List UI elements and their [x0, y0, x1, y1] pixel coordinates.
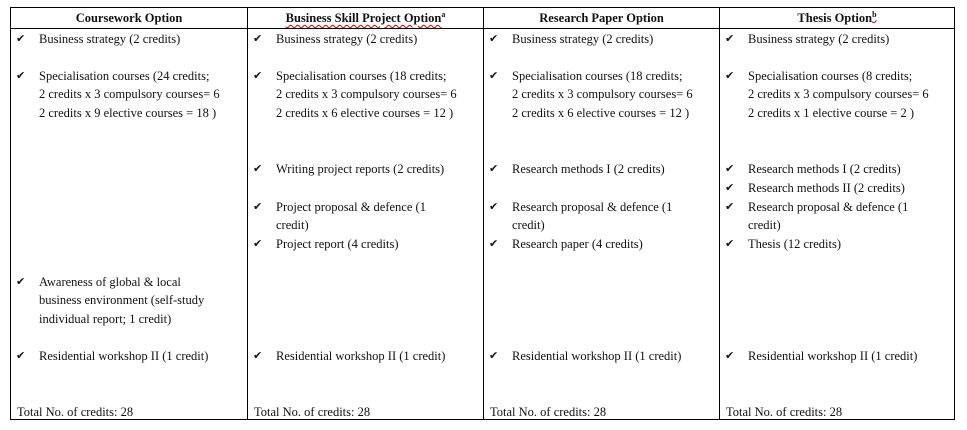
item-text: Residential workshop II (1 credit) — [276, 349, 446, 363]
check-mark-icon: ✔ — [253, 349, 263, 362]
check-mark-icon: ✔ — [16, 69, 26, 82]
check-mark-icon: ✔ — [489, 162, 499, 175]
list-item — [720, 160, 950, 178]
check-mark-icon: ✔ — [489, 349, 499, 362]
list-item — [248, 347, 479, 365]
footnote-marker: a — [441, 9, 446, 19]
item-text: Specialisation courses (18 credits; 2 credits x 3 compulsory courses= 6 2 credits x 6 elective courses = 12 ) — [276, 69, 457, 120]
check-mark-icon: ✔ — [489, 237, 499, 250]
item-text: Research paper (4 credits) — [512, 237, 643, 251]
total-credits: Total No. of credits: 28 — [490, 405, 607, 419]
item-text: Business strategy (2 credits) — [748, 32, 890, 46]
list-item — [720, 198, 950, 235]
list-item — [720, 179, 950, 197]
item-text: Business strategy (2 credits) — [276, 32, 418, 46]
total-credits: Total No. of credits: 28 — [254, 405, 371, 419]
list-item — [484, 160, 715, 178]
total-credits: Total No. of credits: 28 — [726, 405, 843, 419]
check-mark-icon: ✔ — [16, 349, 26, 362]
check-mark-icon: ✔ — [489, 69, 499, 82]
item-text: Research proposal & defence (1 credit) — [748, 200, 909, 233]
list-item — [484, 235, 715, 253]
column-header-label: Research Paper Option — [539, 11, 664, 25]
list-item — [720, 235, 950, 253]
check-mark-icon: ✔ — [725, 200, 735, 213]
check-mark-icon: ✔ — [253, 32, 263, 45]
item-text: Residential workshop II (1 credit) — [748, 349, 918, 363]
check-mark-icon: ✔ — [725, 349, 735, 362]
check-mark-icon: ✔ — [16, 32, 26, 45]
column-header — [720, 8, 954, 29]
column-thesis — [719, 8, 954, 419]
list-item — [720, 30, 950, 48]
list-item — [248, 198, 479, 235]
check-mark-icon: ✔ — [725, 237, 735, 250]
item-text: Residential workshop II (1 credit) — [39, 349, 209, 363]
item-text: Specialisation courses (24 credits; 2 credits x 3 compulsory courses= 6 2 credits x 9 elective courses = 18 ) — [39, 69, 220, 120]
item-text: Awareness of global & local business environment (self-study individual report; 1 credit) — [39, 275, 205, 326]
check-mark-icon: ✔ — [725, 32, 735, 45]
item-text: Specialisation courses (18 credits; 2 credits x 3 compulsory courses= 6 2 credits x 6 elective courses = 12 ) — [512, 69, 693, 120]
list-item — [484, 67, 715, 122]
check-mark-icon: ✔ — [725, 69, 735, 82]
column-business-skill-project — [247, 8, 483, 419]
options-table — [10, 7, 955, 420]
list-item — [248, 30, 479, 48]
item-text: Business strategy (2 credits) — [512, 32, 654, 46]
item-text: Project report (4 credits) — [276, 237, 399, 251]
item-text: Research proposal & defence (1 credit) — [512, 200, 673, 233]
list-item — [11, 67, 243, 122]
check-mark-icon: ✔ — [725, 162, 735, 175]
footnote-marker: b — [872, 9, 877, 19]
column-header-label: Business Skill Project Option — [285, 11, 442, 25]
item-text: Specialisation courses (8 credits; 2 credits x 3 compulsory courses= 6 2 credits x 1 elective course = 2 ) — [748, 69, 929, 120]
check-mark-icon: ✔ — [725, 181, 735, 194]
item-text: Writing project reports (2 credits) — [276, 162, 445, 176]
list-item — [484, 30, 715, 48]
check-mark-icon: ✔ — [16, 275, 26, 288]
check-mark-icon: ✔ — [253, 69, 263, 82]
column-coursework — [11, 8, 247, 419]
check-mark-icon: ✔ — [253, 162, 263, 175]
column-header-label: Thesis Option — [797, 11, 873, 25]
list-item — [720, 347, 950, 365]
column-research-paper — [483, 8, 719, 419]
list-item — [484, 198, 715, 235]
check-mark-icon: ✔ — [253, 237, 263, 250]
check-mark-icon: ✔ — [489, 32, 499, 45]
column-header-label: Coursework Option — [75, 11, 183, 25]
item-text: Research methods I (2 credits) — [512, 162, 665, 176]
item-text: Thesis (12 credits) — [748, 237, 842, 251]
column-header — [484, 8, 719, 29]
column-header — [11, 8, 247, 29]
list-item — [11, 273, 243, 328]
list-item — [11, 30, 243, 48]
item-text: Business strategy (2 credits) — [39, 32, 181, 46]
list-item — [248, 235, 479, 253]
list-item — [720, 67, 950, 122]
check-mark-icon: ✔ — [489, 200, 499, 213]
list-item — [11, 347, 243, 365]
column-header — [248, 8, 483, 29]
list-item — [484, 347, 715, 365]
item-text: Research methods II (2 credits) — [748, 181, 905, 195]
total-credits: Total No. of credits: 28 — [17, 405, 134, 419]
list-item — [248, 160, 479, 178]
list-item — [248, 67, 479, 122]
item-text: Project proposal & defence (1 credit) — [276, 200, 426, 233]
item-text: Research methods I (2 credits) — [748, 162, 901, 176]
item-text: Residential workshop II (1 credit) — [512, 349, 682, 363]
check-mark-icon: ✔ — [253, 200, 263, 213]
